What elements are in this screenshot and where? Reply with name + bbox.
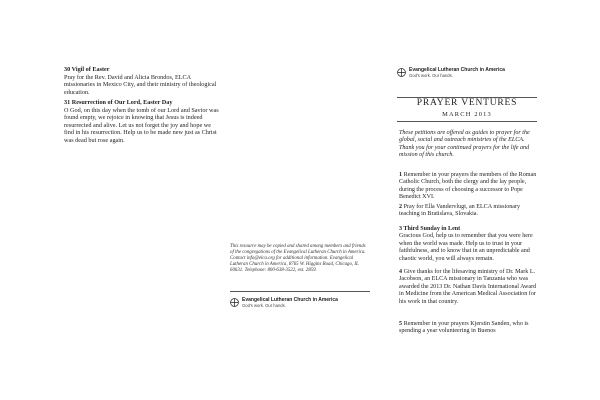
entry-30-vigil-of-easter <box>64 66 222 96</box>
entry-text: Pray for the Rev. David and Alicia Brondos, ELCA missionaries in Mexico City, and their ministry of theological education. <box>64 73 217 96</box>
copyright-notice: This resource may be copied and shared among members and friends of the congregations of the Evangelical Lutheran Church in America. Contact info@elca.org for additional information. Evangelical Lutheran Church in America, 8765 W. Higgins Road, Chicago, IL 60631. Telephone: 800-638-3522, ext. 2859. <box>230 244 366 274</box>
item-text: Pray for Ella Vandervlugt, an ELCA missionary teaching in Bratislava, Slovakia. <box>399 204 521 218</box>
item-number: 2 <box>399 204 403 210</box>
logo-tagline: God's work. Our hands. <box>242 303 286 308</box>
logo-text <box>409 67 505 78</box>
page-subtitle: MARCH 2013 <box>442 111 492 118</box>
entry-text: O God, on this day when the tomb of our Lord and Savior was found empty, we rejoice in knowing that Jesus is indeed resurrected and alive. Let us not forget the joy and hope we find in his resurrection. Help us to be made new just as Christ was dead but rose again. <box>64 106 219 144</box>
elca-logo-top <box>397 67 505 78</box>
prayer-item-2 <box>399 204 541 219</box>
logo-tagline: God's work. Our hands. <box>409 73 453 78</box>
item-heading: 3 Third Sunday in Lent <box>399 226 461 232</box>
item-text: Give thanks for the lifesaving ministry of Dr. Mark L. Jacobson, an ELCA missionary in Tanzania who was awarded the 2013 Dr. Nathan Davis International Award in Medicine from the American Medical Association for his work in that country. <box>399 269 537 305</box>
cross-globe-icon <box>230 298 239 307</box>
prayer-item-3-third-sunday-in-lent <box>399 226 541 263</box>
item-number: 4 <box>399 269 403 275</box>
divider <box>230 291 370 292</box>
title-rule-bottom <box>397 121 537 122</box>
intro-text: These petitions are offered as guides to prayer for the global, social and outreach ministries of the ELCA. Thank you for your continued prayers for the life and mission of this church. <box>399 130 530 159</box>
prayer-item-1 <box>399 172 541 202</box>
item-text: Remember in your prayers Kjerstin Sanden, who is spending a year volunteering in Buenos <box>399 321 529 335</box>
logo-name: Evangelical Lutheran Church in America <box>242 297 338 303</box>
item-text: Remember in your prayers the members of the Roman Catholic Church, both the clergy and the lay people, during the process of choosing a successor to Pope Benedict XVI. <box>399 172 537 201</box>
item-number: 1 <box>399 172 403 178</box>
prayer-item-4 <box>399 269 541 306</box>
entry-heading: 30 Vigil of Easter <box>64 66 110 73</box>
item-text: Gracious God, help us to remember that you were here when the world was made. Help us to trust in your faithfulness, and to know that in an unpredictable and chaotic world, you will always remain. <box>399 233 533 262</box>
item-number: 5 <box>399 321 403 327</box>
logo-name: Evangelical Lutheran Church in America <box>409 67 505 73</box>
page-title: PRAYER VENTURES <box>416 98 518 108</box>
entry-heading: 31 Resurrection of Our Lord, Easter Day <box>64 99 173 106</box>
prayer-item-5 <box>399 321 541 336</box>
logo-text <box>242 297 338 308</box>
entry-31-easter-day <box>64 99 222 145</box>
elca-logo-bottom <box>230 297 338 308</box>
cross-globe-icon <box>397 68 406 77</box>
